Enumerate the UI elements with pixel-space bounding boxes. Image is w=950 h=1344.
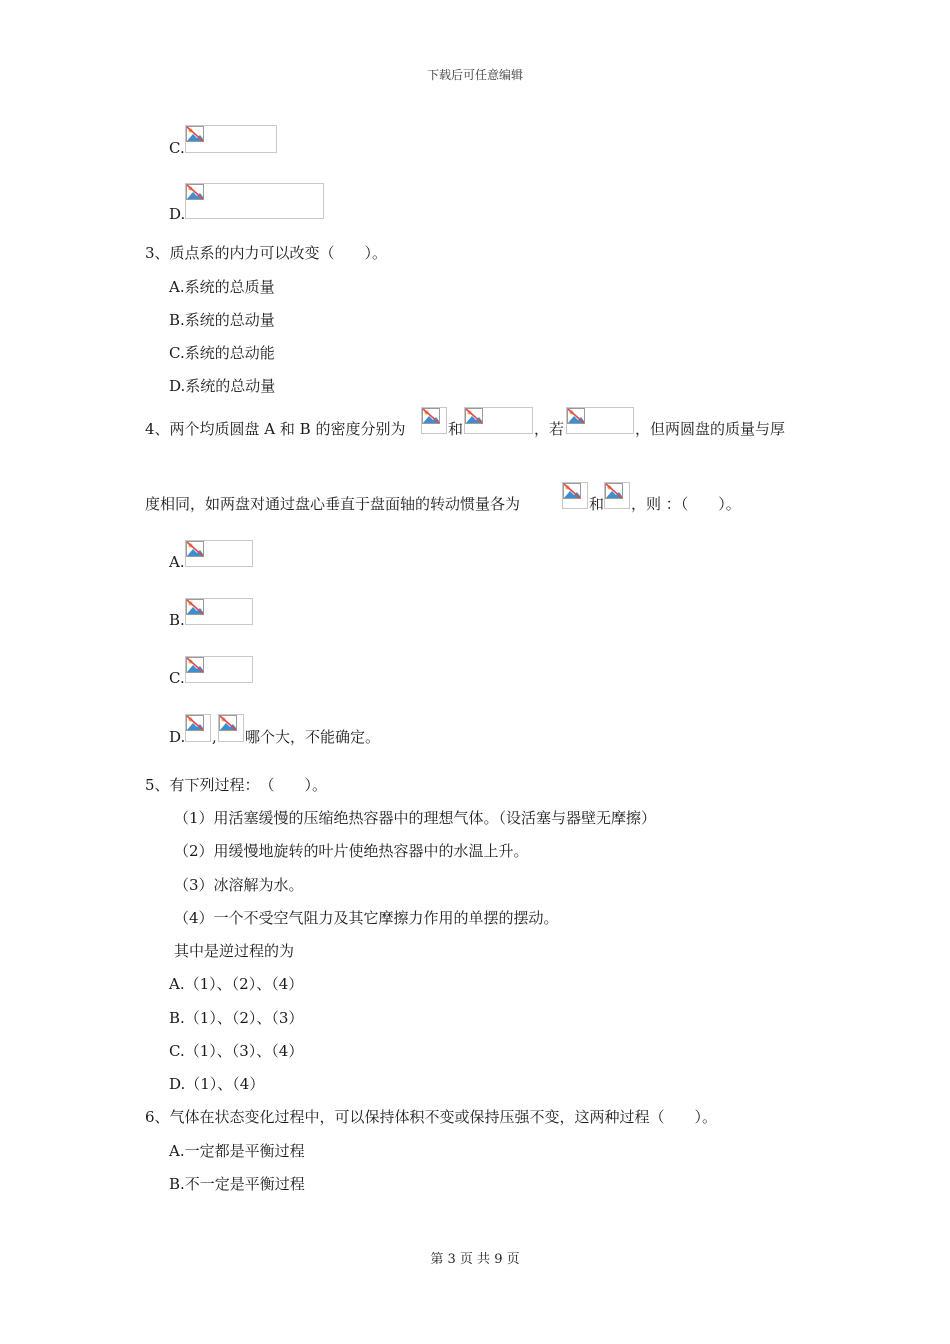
- broken-image-icon: [186, 657, 204, 673]
- q2-option-c-label: C.: [169, 139, 185, 157]
- q2-option-d-label: D.: [169, 205, 186, 223]
- q4-option-d-label: D.: [169, 728, 186, 746]
- q3-stem: 3、质点系的内力可以改变（ ）。: [145, 244, 388, 262]
- q6-option-a: A.一定都是平衡过程: [169, 1142, 305, 1160]
- broken-image-icon: [186, 599, 204, 615]
- q2-option-d-image: [185, 183, 324, 219]
- q4-option-d-text: 哪个大，不能确定。: [245, 728, 381, 746]
- q4-stem-and2: 和: [589, 495, 605, 513]
- q5-prompt: 其中是逆过程的为: [174, 942, 295, 960]
- q6-option-b: B.不一定是平衡过程: [169, 1175, 305, 1193]
- q5-option-a: A.（1）、（2）、（4）: [169, 975, 304, 993]
- q2-option-c-image: [185, 125, 277, 153]
- q4-stem-part1: 4、两个均质圆盘 A 和 B 的密度分别为: [145, 420, 406, 438]
- q5-item-1: （1）用活塞缓慢的压缩绝热容器中的理想气体。（设活塞与器壁无摩擦）: [174, 809, 657, 827]
- q4-density-a-image: [421, 407, 447, 434]
- q4-stem-and1: 和: [448, 420, 464, 438]
- q5-option-b: B.（1）、（2）、（3）: [169, 1009, 304, 1027]
- q3-option-c: C.系统的总动能: [169, 344, 275, 362]
- broken-image-icon: [563, 483, 581, 499]
- q3-option-b: B.系统的总动量: [169, 311, 275, 329]
- q4-option-d-image-1: [185, 714, 211, 742]
- q4-option-d-image-2: [218, 714, 244, 742]
- q5-item-4: （4）一个不受空气阻力及其它摩擦力作用的单摆的摆动。: [174, 909, 559, 927]
- q4-option-b-label: B.: [169, 611, 185, 629]
- q4-density-b-image: [464, 407, 533, 434]
- q3-option-d: D.系统的总动量: [169, 377, 276, 395]
- q4-option-a-label: A.: [169, 553, 185, 571]
- q4-stem-part4: ，则 ：（ ）。: [631, 495, 741, 513]
- broken-image-icon: [465, 408, 483, 424]
- broken-image-icon: [422, 408, 440, 424]
- broken-image-icon: [186, 184, 204, 200]
- q4-inertia-a-image: [562, 482, 588, 509]
- page-header: 下载后可任意编辑: [426, 68, 523, 82]
- q3-option-a: A.系统的总质量: [169, 278, 275, 296]
- broken-image-icon: [186, 541, 204, 557]
- q4-option-b-image: [185, 598, 253, 625]
- q5-option-d: D.（1）、（4）: [169, 1075, 265, 1093]
- q5-item-3: （3）冰溶解为水。: [174, 876, 304, 894]
- q5-option-c: C.（1）、（3）、（4）: [169, 1042, 304, 1060]
- q4-stem-part2: ，但两圆盘的质量与厚: [635, 420, 786, 438]
- broken-image-icon: [186, 715, 204, 731]
- q4-inertia-b-image: [604, 482, 630, 509]
- broken-image-icon: [219, 715, 237, 731]
- page-footer: 第 3 页 共 9 页: [430, 1252, 520, 1267]
- q4-condition-image: [566, 407, 634, 434]
- q4-option-a-image: [185, 540, 253, 567]
- q5-item-2: （2）用缓慢地旋转的叶片使绝热容器中的水温上升。: [174, 842, 529, 860]
- q5-stem: 5、有下列过程： （ ）。: [145, 776, 328, 794]
- broken-image-icon: [186, 126, 204, 142]
- q4-option-c-label: C.: [169, 669, 185, 687]
- q4-option-d-separator: ,: [212, 728, 217, 746]
- q4-stem-part3: 度相同，如两盘对通过盘心垂直于盘面轴的转动惯量各为: [145, 495, 521, 513]
- q4-option-c-image: [185, 656, 253, 683]
- broken-image-icon: [567, 408, 585, 424]
- q6-stem: 6、气体在状态变化过程中，可以保持体积不变或保持压强不变，这两种过程（ ）。: [145, 1108, 718, 1126]
- q4-stem-if: ，若: [534, 420, 565, 438]
- broken-image-icon: [605, 483, 623, 499]
